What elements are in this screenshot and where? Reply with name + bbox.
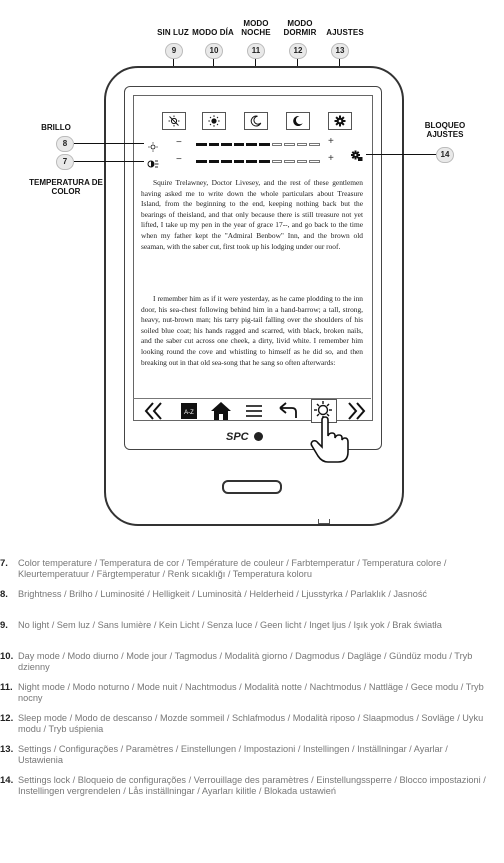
brightness-slider-segment (297, 143, 308, 146)
label-modo-dia: MODO DÍA (192, 28, 234, 37)
temperature-slider-segment (246, 160, 257, 163)
brightness-slider-segment (209, 143, 220, 146)
day-mode-button[interactable] (202, 112, 226, 130)
settings-lock-icon (351, 150, 363, 162)
usb-port (318, 519, 330, 524)
label-ajustes: AJUSTES (326, 28, 364, 37)
legend-item-10: 10. Day mode / Modo diurno / Mode jour / Tagmodus / Modalità giorno / Dagmodus / Dagläge / Gündüz modu / Tryb dzienny (0, 651, 473, 672)
menu-button[interactable] (245, 402, 263, 425)
brightness-slider-segment (309, 143, 320, 146)
temperature-slider-icon (147, 156, 159, 174)
brightness-slider-segment (272, 143, 283, 146)
badge-10: 10 (205, 43, 223, 59)
sleep-mode-button[interactable] (286, 112, 310, 130)
legend-item-7: 7. Color temperature / Temperatura de cor / Température de couleur / Farbtemperatur / Temperatura colore / Kleurtemperatuur / Färgtemperatur / Renk sıcaklığı / Temperatura koloru (0, 558, 447, 579)
reader-paragraph-2: I remember him as if it were yesterday, as he came plodding to the inn door, his sea-chest following behind him in a hand-barrow; a tall, strong, heavy, nut-brown man; his tarry pig-tail falling over the shoulders of his soiled blue coat; his hands ragged and scarred, with black, broken nails, and the saber cut across one cheek, a dirty, livid white. I remember him looking round the cove and whistling to himself as he did so, and then breaking out in that old sea-song that he sang so often afterwards: (141, 294, 363, 367)
svg-text:A-Z: A-Z (184, 410, 194, 416)
brightness-slider-segment (246, 143, 257, 146)
night-mode-button[interactable] (244, 112, 268, 130)
label-modo-noche: MODO NOCHE (241, 19, 271, 37)
badge-9: 9 (165, 43, 183, 59)
brightness-icon (148, 142, 158, 152)
pointer-line-8 (74, 143, 144, 144)
legend-item-11: 11. Night mode / Modo noturno / Mode nuit / Nachtmodus / Modalità notte / Nachtmodus / Nattläge / Gece modu / Tryb nocny (0, 682, 484, 703)
temperature-slider-segment (309, 160, 320, 163)
no-light-icon (168, 115, 180, 127)
brightness-slider-segment (284, 143, 295, 146)
menu-icon (245, 402, 263, 420)
legend-item-13: 13. Settings / Configurações / Paramètres / Einstellungen / Impostazioni / Instellingen / Inställningar / Ayarlar / Ustawienia (0, 744, 448, 765)
legend-item-14: 14. Settings lock / Bloqueio de configurações / Verrouillage des paramètres / Einstellungssperre / Blocco impostazioni / Instellingen vergrendelen / Lås inställningar / Ayarları kilitle / Blokada ustawień (0, 775, 486, 796)
legend-item-9: 9. No light / Sem luz / Sans lumière / Kein Licht / Senza luce / Geen licht / Inget ljus / Işık yok / Brak światła (0, 620, 442, 631)
temperature-slider[interactable] (196, 160, 320, 163)
dictionary-button[interactable] (180, 402, 198, 425)
legend-item-8: 8. Brightness / Brilho / Luminosité / Helligkeit / Luminosità / Helderheid / Ljusstyrka / Parlaklık / Jasność (0, 589, 428, 600)
brightness-slider-segment (234, 143, 245, 146)
sun-icon (208, 115, 220, 127)
sleep-moon-icon (292, 115, 304, 127)
brightness-minus[interactable]: − (176, 137, 182, 148)
home-button[interactable] (210, 400, 232, 427)
device-home-button[interactable] (222, 480, 282, 494)
label-temperatura: TEMPERATURA DE COLOR (29, 178, 103, 196)
brightness-slider-segment (259, 143, 270, 146)
temperature-plus[interactable]: + (328, 153, 334, 164)
brand-badge (254, 432, 263, 441)
badge-11: 11 (247, 43, 265, 59)
nav-prev-button[interactable] (142, 400, 164, 422)
pointer-line-14 (366, 154, 436, 155)
temperature-slider-segment (272, 160, 283, 163)
pointer-line-7 (74, 161, 144, 162)
back-button[interactable] (278, 402, 298, 425)
brightness-slider[interactable] (196, 143, 320, 146)
back-icon (278, 402, 298, 420)
temperature-slider-segment (297, 160, 308, 163)
label-modo-dormir: MODO DORMIR (283, 19, 317, 37)
brightness-slider-segment (221, 143, 232, 146)
color-temperature-icon (147, 159, 159, 169)
temperature-slider-segment (234, 160, 245, 163)
badge-8: 8 (56, 136, 74, 152)
brand-logo: SPC (226, 431, 249, 443)
label-sin-luz: SIN LUZ (157, 28, 189, 37)
brightness-slider-icon (148, 139, 158, 157)
temperature-slider-segment (284, 160, 295, 163)
settings-button[interactable] (328, 112, 352, 130)
temperature-slider-segment (221, 160, 232, 163)
pointing-hand-icon (310, 416, 350, 469)
temperature-slider-segment (259, 160, 270, 163)
dictionary-icon (180, 402, 198, 420)
temperature-minus[interactable]: − (176, 154, 182, 165)
label-brillo: BRILLO (41, 123, 71, 132)
settings-lock-button[interactable] (351, 149, 363, 167)
temperature-slider-segment (196, 160, 207, 163)
home-icon (210, 400, 232, 422)
badge-14: 14 (436, 147, 454, 163)
gear-icon (334, 115, 346, 127)
badge-7: 7 (56, 154, 74, 170)
double-left-icon (142, 400, 164, 422)
badge-13: 13 (331, 43, 349, 59)
reader-paragraph-1: Squire Trelawney, Doctor Livesey, and the rest of these gentlemen having asked me to write down the whole particulars about Treasure Island, from the beginning to the end, keeping nothing back but the bearings of theisland, and that only because there is still treasure not yet lifted, I take up my pen in the year of grace 17--, and go back to the time when my father kept the "Admiral Benbow" Inn, and the brown old seaman, with the saber cut, first took up his lodging under our roof. (141, 178, 363, 251)
badge-12: 12 (289, 43, 307, 59)
temperature-slider-segment (209, 160, 220, 163)
brightness-plus[interactable]: + (328, 136, 334, 147)
brightness-slider-segment (196, 143, 207, 146)
no-light-button[interactable] (162, 112, 186, 130)
moon-icon (250, 115, 262, 127)
label-bloqueo-ajustes: BLOQUEO AJUSTES (424, 121, 466, 139)
legend-item-12: 12. Sleep mode / Modo de descanso / Mozde sommeil / Schlafmodus / Modalità riposo / Slaapmodus / Sovläge / Uyku modu / Tryb uśpienia (0, 713, 484, 734)
